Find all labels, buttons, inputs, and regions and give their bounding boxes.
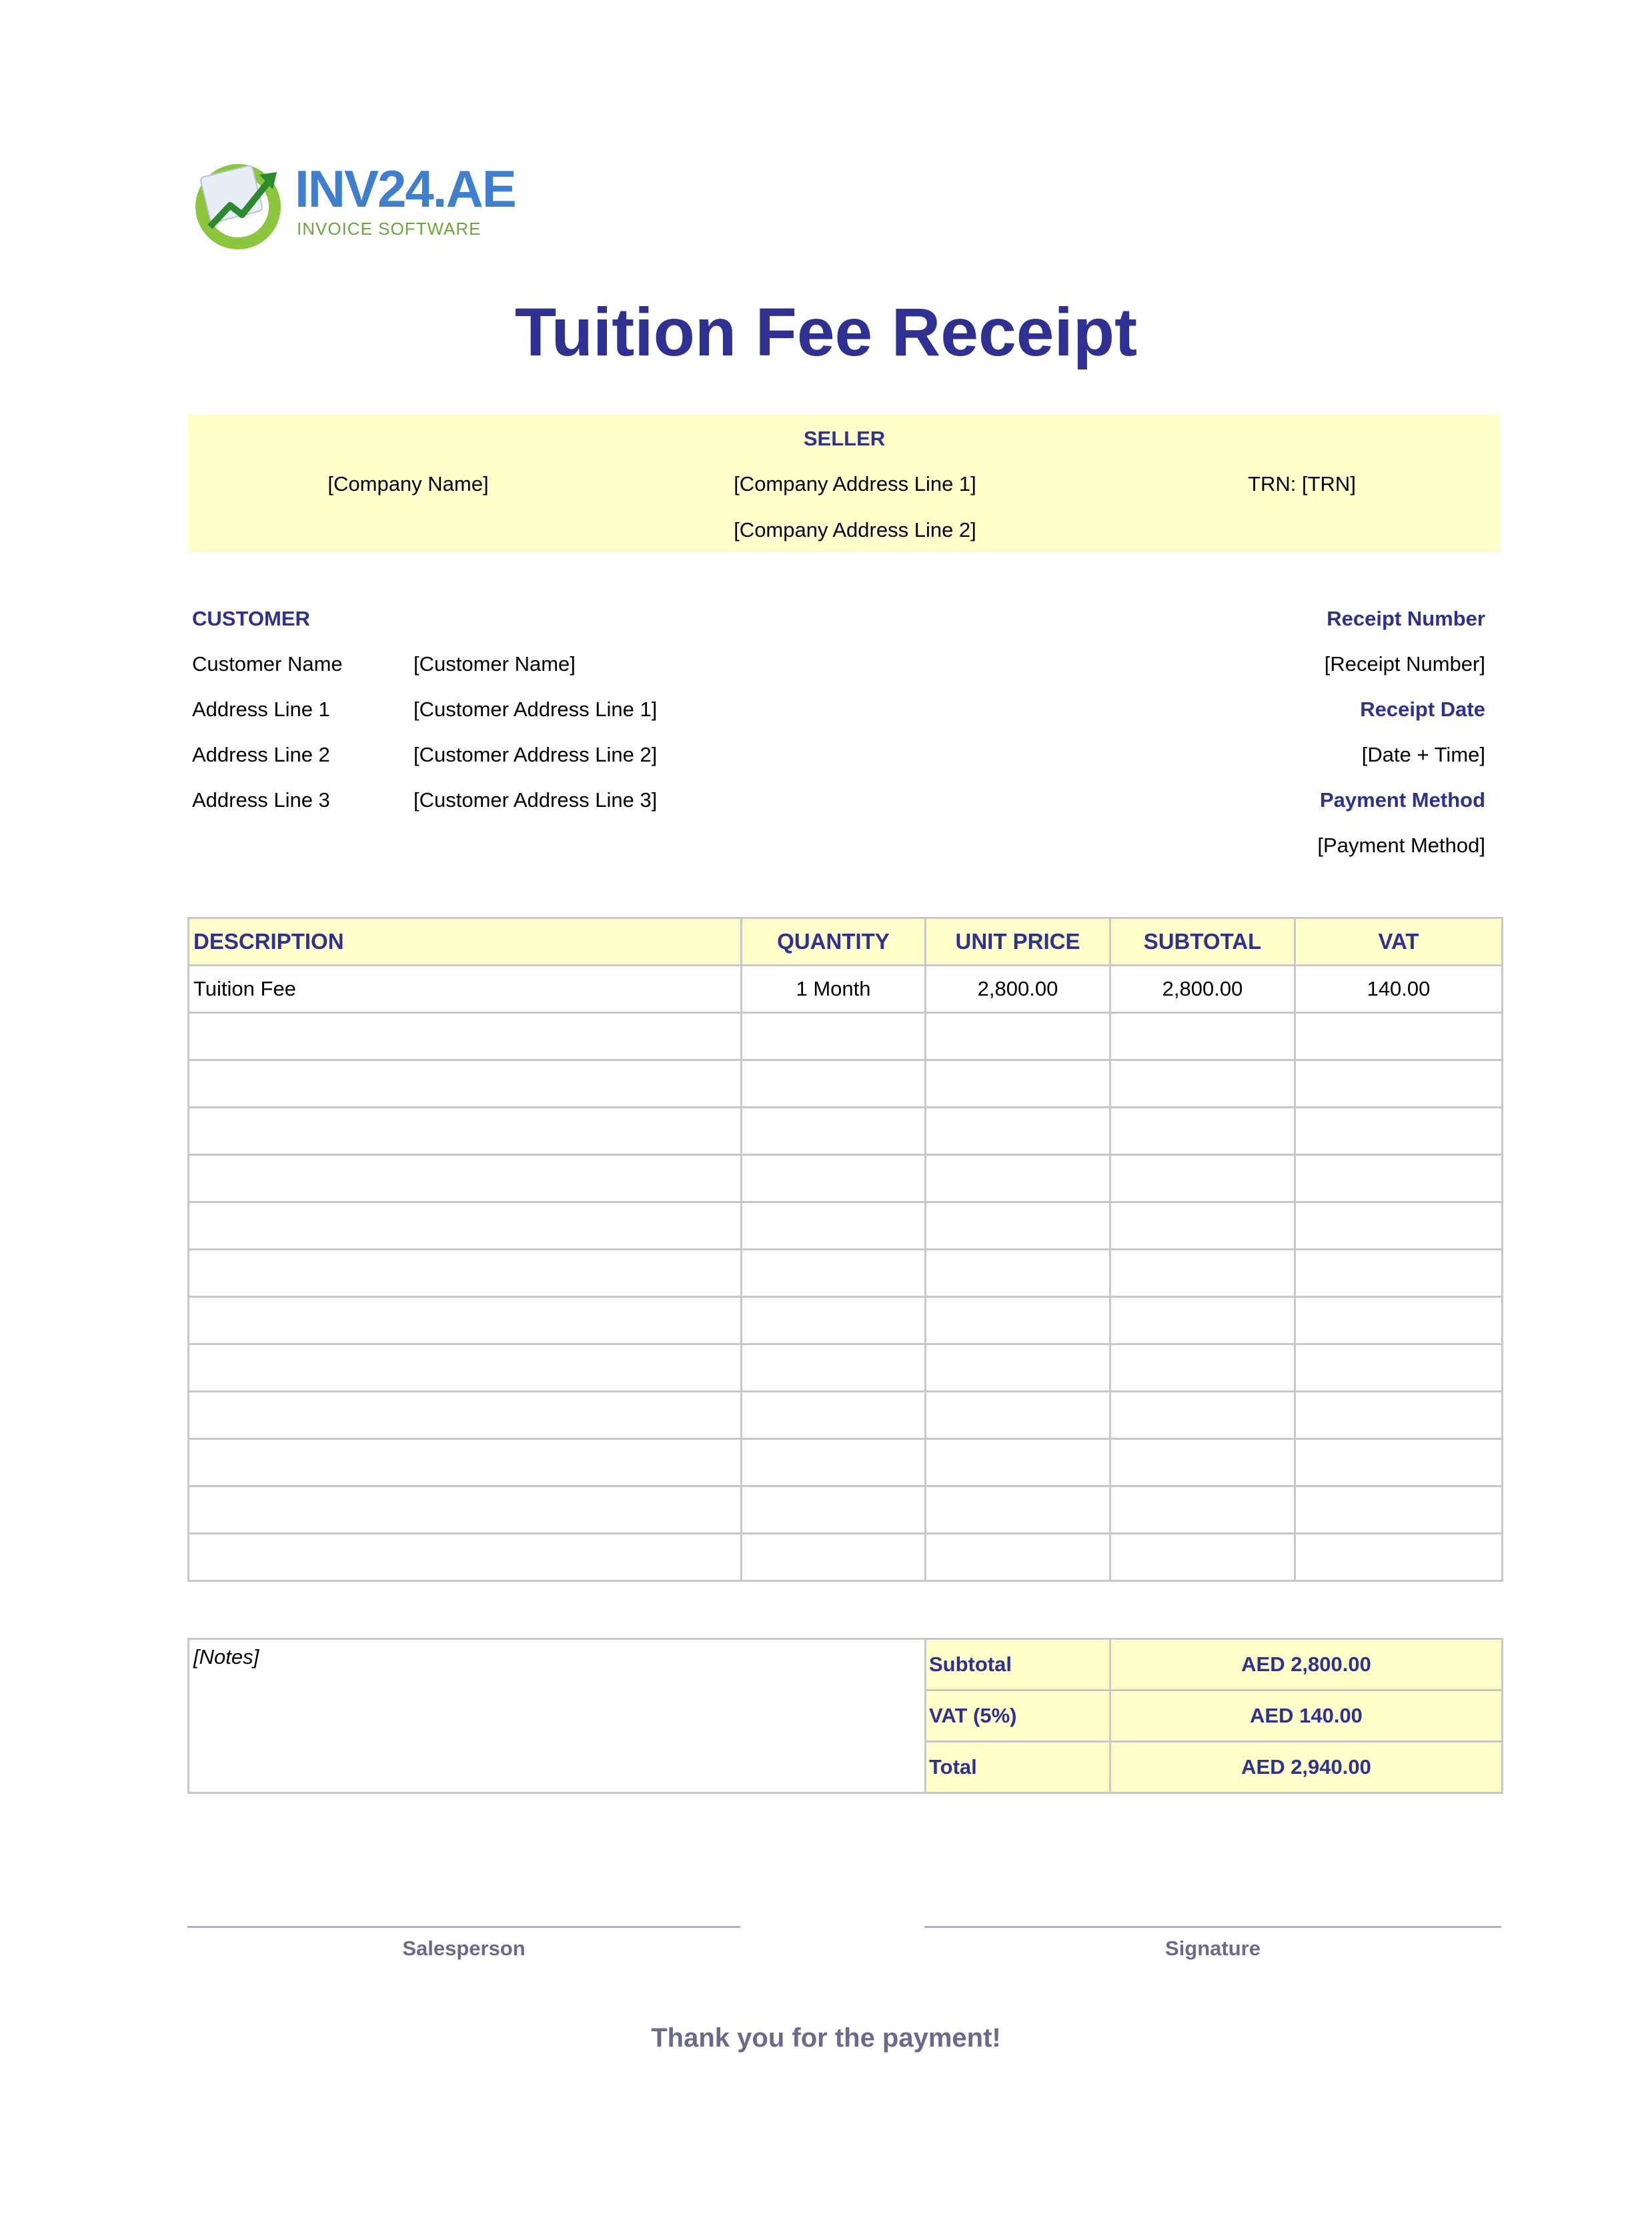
cell-vat (1295, 1202, 1503, 1250)
cell-subtotal (1110, 1155, 1295, 1202)
column-header-description: DESCRIPTION (189, 918, 742, 966)
cell-subtotal (1110, 1344, 1295, 1392)
cell-vat (1295, 1344, 1503, 1392)
customer-name-value: [Customer Name] (414, 652, 576, 676)
total-label: Total (926, 1742, 1110, 1793)
cell-vat (1295, 1155, 1503, 1202)
table-row (189, 1108, 1503, 1155)
logo-name: INV24.AE (295, 159, 516, 218)
cell-vat (1295, 1250, 1503, 1297)
cell-unit-price (926, 1534, 1110, 1581)
table-row (189, 966, 1503, 1013)
customer-address-1-label: Address Line 1 (192, 698, 330, 721)
logo-tagline: INVOICE SOFTWARE (297, 219, 482, 239)
receipt-date-label: Receipt Date (1360, 698, 1485, 721)
cell-quantity (742, 1439, 926, 1486)
cell-unit-price (926, 1250, 1110, 1297)
subtotal-value: AED 2,800.00 (1110, 1639, 1503, 1691)
table-row (189, 1060, 1503, 1108)
customer-address-2-label: Address Line 2 (192, 743, 330, 766)
cell-vat (1295, 1060, 1503, 1108)
cell-vat (1295, 1013, 1503, 1060)
cell-quantity (742, 1392, 926, 1439)
cell-description (189, 1486, 742, 1534)
cell-quantity (742, 1013, 926, 1060)
table-row (189, 1202, 1503, 1250)
cell-subtotal (1110, 1297, 1295, 1344)
cell-description (189, 1534, 742, 1581)
cell-quantity (742, 1486, 926, 1534)
table-row (189, 1250, 1503, 1297)
column-header-unit-price: UNIT PRICE (926, 918, 1110, 966)
customer-address-3-label: Address Line 3 (192, 788, 330, 812)
cell-subtotal (1110, 1060, 1295, 1108)
seller-section (188, 415, 1501, 552)
cell-description (189, 1060, 742, 1108)
table-row (189, 1344, 1503, 1392)
customer-name-label: Customer Name (192, 652, 343, 676)
cell-unit-price (926, 1392, 1110, 1439)
cell-quantity (742, 1202, 926, 1250)
payment-method-value: [Payment Method] (1317, 834, 1485, 857)
salesperson-signature-line (187, 1926, 740, 1928)
page-title: Tuition Fee Receipt (514, 294, 1138, 370)
table-row (189, 1155, 1503, 1202)
cell-subtotal (1110, 1013, 1295, 1060)
cell-quantity (742, 1108, 926, 1155)
cell-vat (1295, 1534, 1503, 1581)
cell-subtotal (1110, 1486, 1295, 1534)
receipt-number-label: Receipt Number (1327, 607, 1485, 630)
cell-vat (1295, 1486, 1503, 1534)
cell-unit-price (926, 1344, 1110, 1392)
cell-unit-price (926, 1486, 1110, 1534)
column-header-subtotal: SUBTOTAL (1110, 918, 1295, 966)
column-header-quantity: QUANTITY (742, 918, 926, 966)
column-header-vat: VAT (1295, 918, 1503, 966)
cell-subtotal (1110, 1534, 1295, 1581)
vat-value: AED 140.00 (1110, 1691, 1503, 1742)
table-row (189, 1486, 1503, 1534)
cell-vat (1295, 1297, 1503, 1344)
vat-label: VAT (5%) (926, 1691, 1110, 1742)
cell-description (189, 1108, 742, 1155)
cell-unit-price (926, 1108, 1110, 1155)
customer-address-3-value: [Customer Address Line 3] (414, 788, 658, 812)
cell-description (189, 1202, 742, 1250)
cell-subtotal (1110, 1108, 1295, 1155)
seller-address-line-2: [Company Address Line 2] (734, 518, 976, 541)
table-row (189, 1534, 1503, 1581)
cell-description (189, 1392, 742, 1439)
cell-description (189, 1344, 742, 1392)
cell-subtotal (1110, 1202, 1295, 1250)
logo-emblem-icon (190, 155, 290, 255)
seller-trn: TRN: [TRN] (1248, 472, 1356, 495)
cell-description (189, 1155, 742, 1202)
cell-vat (1295, 1439, 1503, 1486)
cell-subtotal: 2,800.00 (1110, 966, 1295, 1013)
notes-field[interactable]: [Notes] (189, 1639, 926, 1793)
customer-address-2-value: [Customer Address Line 2] (414, 743, 658, 766)
cell-vat (1295, 1108, 1503, 1155)
subtotal-row (189, 1639, 1503, 1691)
seller-address-line-1: [Company Address Line 1] (734, 472, 976, 495)
thank-you-message: Thank you for the payment! (651, 2023, 1001, 2053)
seller-company-name: [Company Name] (327, 472, 489, 495)
cell-unit-price (926, 1439, 1110, 1486)
subtotal-label: Subtotal (926, 1639, 1110, 1691)
signature-line (924, 1926, 1501, 1928)
cell-unit-price: 2,800.00 (926, 966, 1110, 1013)
payment-method-label: Payment Method (1319, 788, 1485, 812)
table-header-row (189, 918, 1503, 966)
cell-description (189, 1013, 742, 1060)
seller-heading: SELLER (803, 427, 886, 450)
cell-description: Tuition Fee (189, 966, 742, 1013)
cell-unit-price (926, 1202, 1110, 1250)
cell-unit-price (926, 1060, 1110, 1108)
table-row (189, 1297, 1503, 1344)
customer-heading: CUSTOMER (192, 607, 310, 630)
company-logo (190, 155, 516, 255)
table-row (189, 1439, 1503, 1486)
cell-description (189, 1297, 742, 1344)
totals-table (187, 1638, 1503, 1794)
cell-quantity (742, 1297, 926, 1344)
line-items-table (187, 917, 1503, 1582)
cell-quantity (742, 1534, 926, 1581)
cell-quantity: 1 Month (742, 966, 926, 1013)
cell-description (189, 1250, 742, 1297)
cell-quantity (742, 1155, 926, 1202)
receipt-number-value: [Receipt Number] (1324, 652, 1485, 676)
total-value: AED 2,940.00 (1110, 1742, 1503, 1793)
receipt-date-value: [Date + Time] (1361, 743, 1485, 766)
cell-vat (1295, 1392, 1503, 1439)
cell-unit-price (926, 1297, 1110, 1344)
customer-address-1-value: [Customer Address Line 1] (414, 698, 658, 721)
signature-label: Signature (1165, 1937, 1261, 1960)
cell-vat: 140.00 (1295, 966, 1503, 1013)
table-row (189, 1013, 1503, 1060)
cell-quantity (742, 1060, 926, 1108)
table-row (189, 1392, 1503, 1439)
cell-unit-price (926, 1013, 1110, 1060)
cell-quantity (742, 1250, 926, 1297)
salesperson-label: Salesperson (402, 1937, 526, 1960)
cell-subtotal (1110, 1439, 1295, 1486)
cell-subtotal (1110, 1250, 1295, 1297)
cell-subtotal (1110, 1392, 1295, 1439)
cell-quantity (742, 1344, 926, 1392)
cell-unit-price (926, 1155, 1110, 1202)
cell-description (189, 1439, 742, 1486)
